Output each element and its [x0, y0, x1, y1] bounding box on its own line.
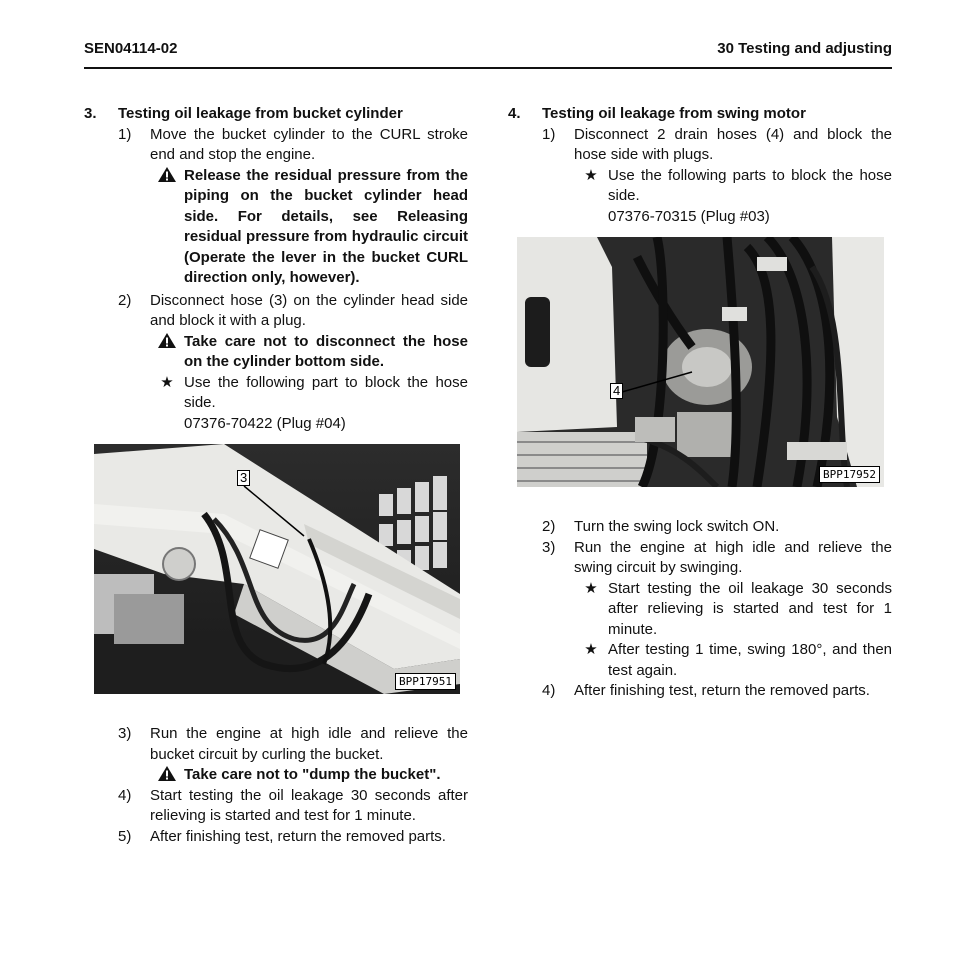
step-number: 2): [542, 518, 556, 535]
section-4-title: Testing oil leakage from swing motor: [542, 105, 806, 122]
section-4-step-4: [508, 681, 892, 702]
step-text: Move the bucket cylinder to the CURL stroke end and stop the engine.: [150, 125, 468, 163]
header-rule: [84, 67, 892, 69]
figure-callout-3: 3: [237, 470, 250, 486]
star-note-2: [508, 579, 892, 641]
warning-text: Take care not to disconnect the hose on the cylinder bottom side.: [184, 332, 468, 370]
plug-part-number: 07376-70315 (Plug #03): [608, 207, 770, 225]
warning-note-2: [84, 332, 468, 373]
figure-callout-4: 4: [610, 383, 623, 399]
star-note-3: [508, 640, 892, 681]
warning-note-3: [84, 765, 468, 786]
star-icon: ★: [584, 579, 598, 597]
step-text: Disconnect 2 drain hoses (4) and block the hose side with plugs.: [574, 125, 892, 163]
left-column: [84, 104, 468, 847]
warning-triangle-icon: [156, 332, 178, 354]
section-4-heading: [508, 104, 892, 125]
section-3-step-2: [84, 291, 468, 332]
section-3-number: 3.: [84, 105, 97, 122]
star-icon: ★: [584, 641, 598, 658]
section-3-step-1: [84, 125, 468, 166]
note-text: After testing 1 time, swing 180°, and then test again.: [608, 641, 892, 679]
section-3-step-5: [84, 827, 468, 848]
note-text: Start testing the oil leakage 30 seconds after relieving is started and test for 1 minute.: [608, 579, 892, 638]
warning-text: Release the residual pressure from the piping on the bucket cylinder head side. For details, see Releasing residual pressure from hydraulic circuit (Operate the lever in the bucket CURL direction only, however).: [184, 166, 468, 286]
swing-motor-photo: [517, 237, 884, 487]
section-3-step-3: [84, 724, 468, 765]
step-number: 4): [118, 786, 132, 804]
star-icon: ★: [584, 166, 598, 184]
step-text: Turn the swing lock switch ON.: [574, 518, 780, 535]
step-number: 5): [118, 827, 132, 845]
warning-triangle-icon: [156, 166, 178, 188]
step-text: After finishing test, return the removed parts.: [150, 827, 446, 845]
bucket-cylinder-photo: [94, 444, 460, 694]
warning-text: Take care not to "dump the bucket".: [184, 766, 441, 783]
warning-triangle-icon: [156, 765, 178, 787]
section-3-heading: [84, 104, 468, 125]
doc-code: SEN04114-02: [84, 40, 178, 57]
step-text: Run the engine at high idle and relieve the bucket circuit by curling the bucket.: [150, 725, 468, 763]
chapter-title: 30 Testing and adjusting: [717, 40, 892, 57]
figure-code: BPP17952: [819, 466, 880, 483]
warning-note-1: [84, 166, 468, 289]
note-text: Use the following part to block the hose side.: [184, 373, 468, 411]
step-number: 1): [542, 125, 556, 143]
plug-part-number: 07376-70422 (Plug #04): [184, 414, 346, 432]
step-text: Disconnect hose (3) on the cylinder head side and block it with a plug.: [150, 291, 468, 329]
right-column: [508, 104, 892, 702]
star-icon: ★: [160, 373, 174, 391]
section-4-step-1: [508, 125, 892, 166]
note-text: Use the following parts to block the hose side.: [608, 166, 892, 204]
step-number: 1): [118, 125, 132, 143]
figure-code: BPP17951: [395, 673, 456, 690]
step-number: 3): [118, 725, 132, 742]
section-4-step-3: [508, 538, 892, 579]
step-number: 4): [542, 682, 556, 699]
section-4-step-2: [508, 517, 892, 538]
step-text: Start testing the oil leakage 30 seconds after relieving is started and test for 1 minute.: [150, 786, 468, 824]
step-text: Run the engine at high idle and relieve the swing circuit by swinging.: [574, 538, 892, 576]
star-note-1: [508, 166, 892, 228]
star-note-1: [84, 373, 468, 435]
section-3-step-4: [84, 786, 468, 827]
section-4-number: 4.: [508, 105, 521, 122]
step-number: 2): [118, 291, 132, 309]
step-text: After finishing test, return the removed parts.: [574, 682, 870, 699]
section-3-title: Testing oil leakage from bucket cylinder: [118, 105, 403, 122]
step-number: 3): [542, 538, 556, 556]
